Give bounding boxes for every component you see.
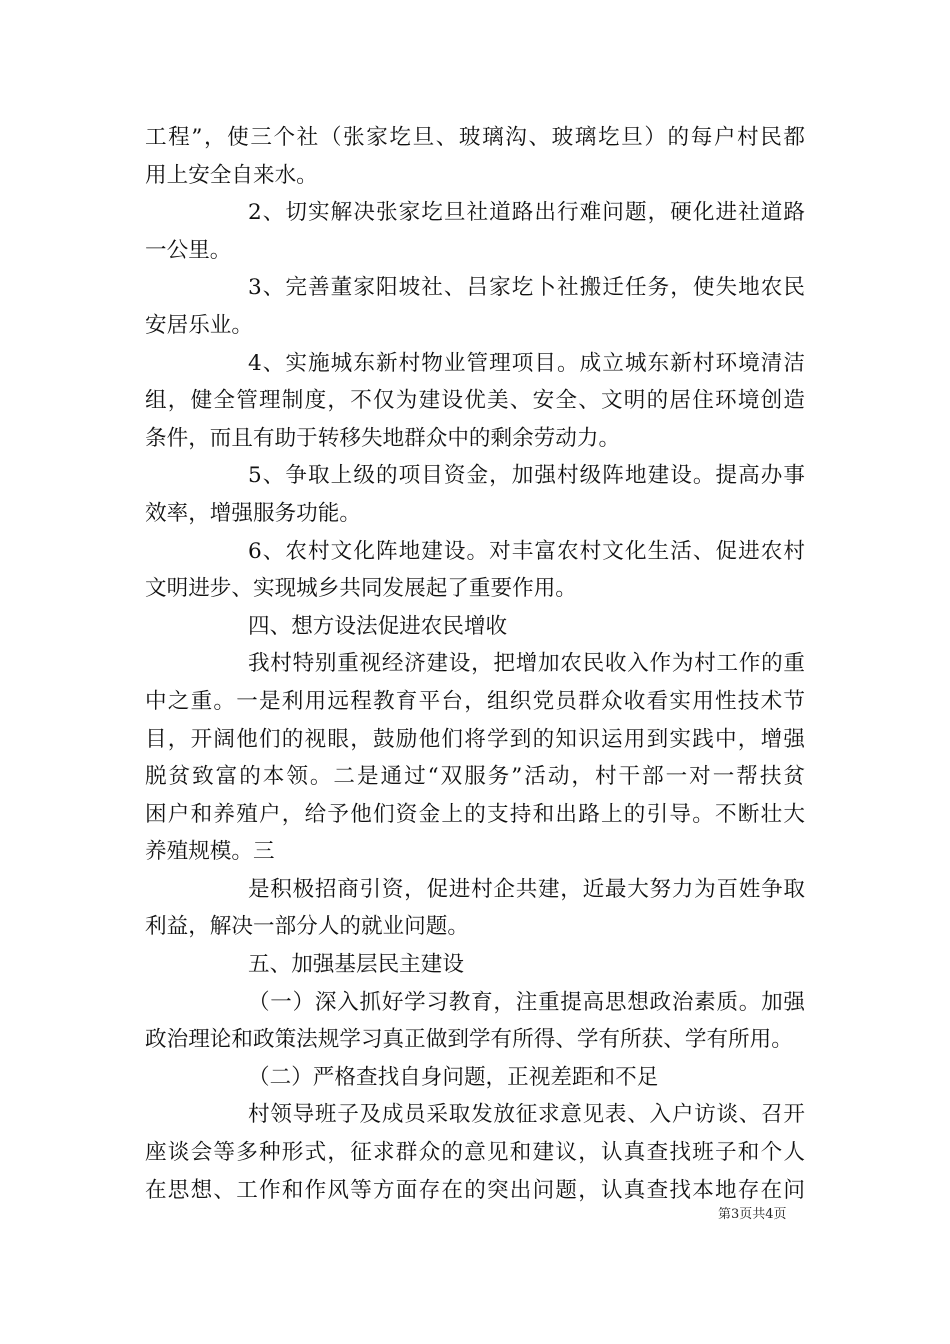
text-line: 座谈会等多种形式，征求群众的意见和建议，认真查找班子和个人 [145, 1140, 805, 1166]
text-line: （二）严格查找自身问题，正视差距和不足 [248, 1064, 659, 1090]
text-line: 5、争取上级的项目资金，加强村级阵地建设。提高办事 [248, 463, 805, 489]
document-body [145, 119, 805, 1209]
text-line: 用上安全自来水。 [145, 162, 318, 188]
paragraph [145, 645, 805, 871]
text-line: 我村特别重视经济建设，把增加农民收入作为村工作的重 [248, 651, 805, 677]
paragraph [145, 946, 805, 984]
text-line: 利益，解决一部分人的就业问题。 [145, 914, 469, 940]
text-line: 中之重。一是利用远程教育平台，组织党员群众收看实用性技术节 [145, 688, 805, 714]
paragraph [145, 345, 805, 458]
text-line: 文明进步、实现城乡共同发展起了重要作用。 [145, 576, 577, 602]
text-line: 效率，增强服务功能。 [145, 500, 361, 526]
text-line: 村领导班子及成员采取发放征求意见表、入户访谈、召开 [248, 1102, 805, 1128]
text-line: 6、农村文化阵地建设。对丰富农村文化生活、促进农村 [248, 538, 805, 564]
text-line: 一公里。 [145, 237, 232, 263]
text-line: 安居乐业。 [145, 312, 253, 338]
text-line: （一）深入抓好学习教育，注重提高思想政治素质。加强 [248, 989, 805, 1015]
text-line: 组，健全管理制度，不仅为建设优美、安全、文明的居住环境创造 [145, 388, 805, 414]
text-line: 五、加强基层民主建设 [248, 952, 464, 978]
paragraph [145, 1059, 805, 1097]
text-line: 养殖规模。三 [145, 839, 275, 865]
text-line: 4、实施城东新村物业管理项目。成立城东新村环境清洁 [248, 350, 805, 376]
paragraph [145, 457, 805, 532]
paragraph [145, 608, 805, 646]
text-line: 困户和养殖户，给予他们资金上的支持和出路上的引导。不断壮大 [145, 801, 805, 827]
text-line: 脱贫致富的本领。二是通过“双服务”活动，村干部一对一帮扶贫 [145, 764, 805, 790]
text-line: 政治理论和政策法规学习真正做到学有所得、学有所获、学有所用。 [145, 1027, 793, 1053]
text-line: 条件，而且有助于转移失地群众中的剩余劳动力。 [145, 425, 621, 451]
text-line: 2、切实解决张家圪旦社道路出行难问题，硬化进社道路 [248, 200, 805, 226]
paragraph [145, 984, 805, 1059]
paragraph [145, 533, 805, 608]
paragraph [145, 119, 805, 194]
paragraph [145, 269, 805, 344]
paragraph [145, 1096, 805, 1209]
text-line: 目，开阔他们的视眼，鼓励他们将学到的知识运用到实践中，增强 [145, 726, 805, 752]
text-line: 四、想方设法促进农民增收 [248, 613, 508, 639]
page-number: 第3页共4页 [718, 1207, 787, 1222]
text-line: 在思想、工作和作风等方面存在的突出问题，认真查找本地存在问 [145, 1177, 805, 1203]
text-line: 工程”，使三个社（张家圪旦、玻璃沟、玻璃圪旦）的每户村民都 [145, 125, 805, 150]
text-line: 是积极招商引资，促进村企共建，近最大努力为百姓争取 [248, 876, 805, 902]
paragraph [145, 194, 805, 269]
text-line: 3、完善董家阳坡社、吕家圪卜社搬迁任务，使失地农民 [248, 275, 805, 301]
paragraph [145, 871, 805, 946]
